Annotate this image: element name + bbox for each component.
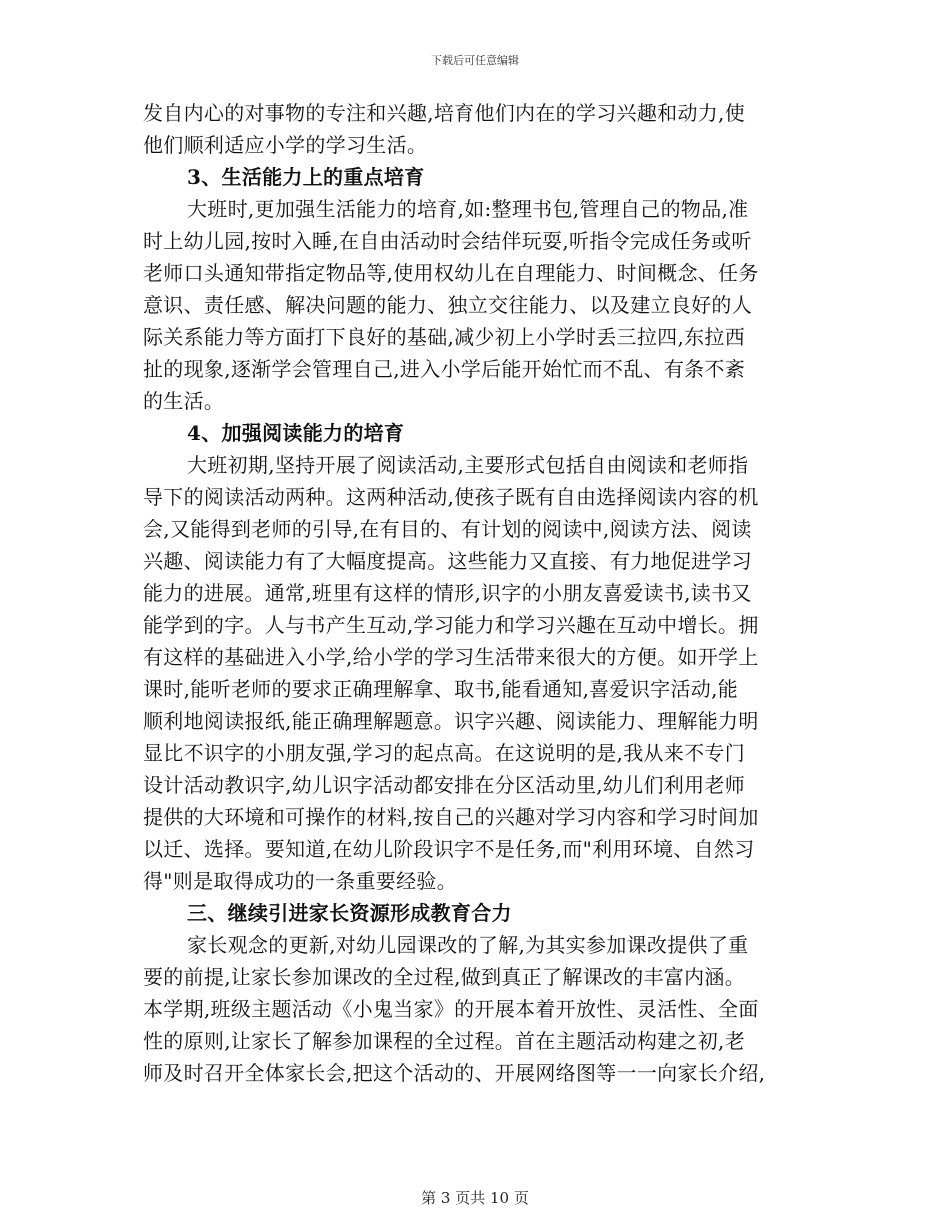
section-heading: 3、生活能力上的重点培育	[187, 165, 425, 189]
page-header: 下载后可任意编辑	[431, 54, 519, 67]
paragraph-line: 的生活。	[143, 389, 225, 413]
paragraph-line: 要的前提,让家长参加课改的全过程,做到真正了解课改的丰富内涵。	[143, 965, 746, 989]
paragraph-line: 课时,能听老师的要求正确理解拿、取书,能看通知,喜爱识字活动,能	[143, 677, 739, 701]
paragraph-line: 扯的现象,逐渐学会管理自己,进入小学后能开始忙而不乱、有条不紊	[143, 357, 746, 381]
paragraph-line: 会,又能得到老师的引导,在有目的、有计划的阅读中,阅读方法、阅读	[143, 517, 752, 541]
paragraph-line: 顺利地阅读报纸,能正确理解题意。识字兴趣、阅读能力、理解能力明	[143, 709, 759, 733]
paragraph-line: 能力的进展。通常,班里有这样的情形,识字的小朋友喜爱读书,读书又	[143, 581, 752, 605]
document-body	[143, 97, 811, 1089]
paragraph-line: 时上幼儿园,按时入睡,在自由活动时会结伴玩耍,听指令完成任务或听	[143, 229, 752, 253]
paragraph-line: 显比不识字的小朋友强,学习的起点高。在这说明的是,我从来不专门	[143, 741, 746, 765]
paragraph-line: 家长观念的更新,对幼儿园课改的了解,为其实参加课改提供了重	[187, 933, 749, 957]
paragraph-line: 际关系能力等方面打下良好的基础,减少初上小学时丢三拉四,东拉西	[143, 325, 746, 349]
paragraph-line: 大班时,更加强生活能力的培育,如:整理书包,管理自己的物品,准	[187, 197, 749, 221]
paragraph-line: 提供的大环境和可操作的材料,按自己的兴趣对学习内容和学习时间加	[143, 805, 759, 829]
page-footer: 第 3 页共 10 页	[421, 1189, 529, 1207]
paragraph-line: 设计活动教识字,幼儿识字活动都安排在分区活动里,幼儿们利用老师	[143, 773, 746, 797]
paragraph-line: 有这样的基础进入小学,给小学的学习生活带来很大的方便。如开学上	[143, 645, 759, 669]
paragraph-line: 兴趣、阅读能力有了大幅度提高。这些能力又直接、有力地促进学习	[143, 549, 752, 573]
paragraph-line: 性的原则,让家长了解参加课程的全过程。首在主题活动构建之初,老	[143, 1029, 746, 1053]
paragraph-line: 得"则是取得成功的一条重要经验。	[143, 869, 457, 893]
paragraph-line: 意识、责任感、解决问题的能力、独立交往能力、以及建立良好的人	[143, 293, 752, 317]
paragraph-line: 大班初期,坚持开展了阅读活动,主要形式包括自由阅读和老师指	[187, 453, 749, 477]
paragraph-line: 师及时召开全体家长会,把这个活动的、开展网络图等一一向家长介绍,	[143, 1061, 766, 1085]
paragraph-line: 发自内心的对事物的专注和兴趣,培育他们内在的学习兴趣和动力,使	[143, 101, 746, 125]
paragraph-line: 老师口头通知带指定物品等,使用权幼儿在自理能力、时间概念、任务	[143, 261, 759, 285]
section-heading: 三、继续引进家长资源形成教育合力	[187, 901, 512, 925]
paragraph-line: 能学到的字。人与书产生互动,学习能力和学习兴趣在互动中增长。拥	[143, 613, 759, 637]
paragraph-line: 以迁、选择。要知道,在幼儿阶段识字不是任务,而"利用环境、自然习	[143, 837, 755, 861]
paragraph-line: 导下的阅读活动两种。这两种活动,使孩子既有自由选择阅读内容的机	[143, 485, 759, 509]
paragraph-line: 本学期,班级主题活动《小鬼当家》的开展本着开放性、灵活性、全面	[143, 997, 759, 1021]
section-heading: 4、加强阅读能力的培育	[187, 421, 405, 445]
paragraph-line: 他们顺利适应小学的学习生活。	[143, 133, 428, 157]
